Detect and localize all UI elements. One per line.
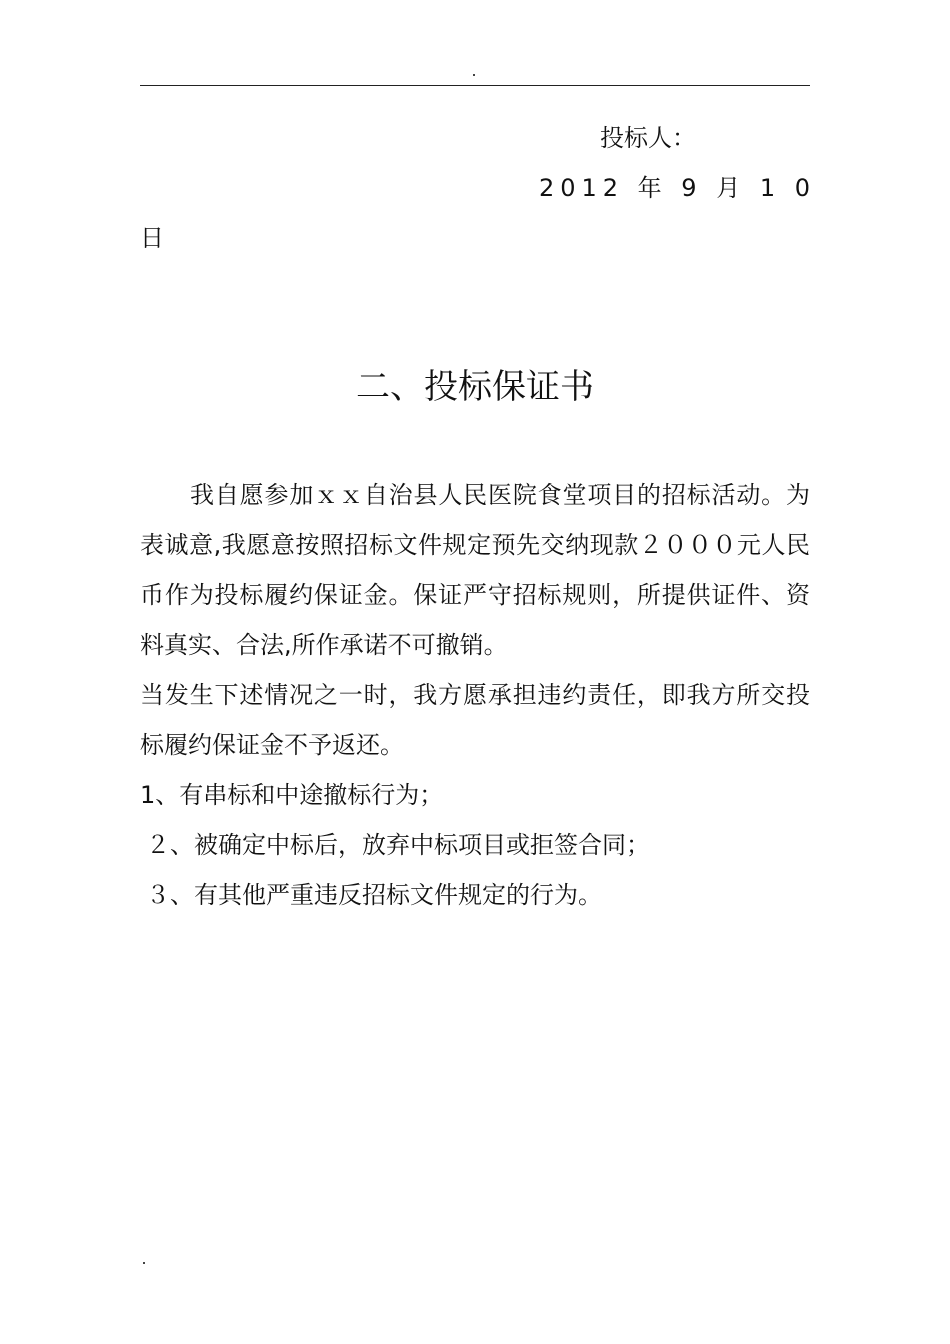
- list-item: 1、有串标和中途撤标行为；: [140, 781, 444, 809]
- bidder-label: 投标人：: [600, 124, 696, 152]
- footer-dot: [143, 1262, 145, 1264]
- guarantee-body: [140, 470, 810, 920]
- paragraph-conditions: 当发生下述情况之一时，我方愿承担违约责任，即我方所交投标履约保证金不予返还。: [140, 681, 810, 759]
- section-title: 二、投标保证书: [356, 367, 594, 407]
- list-item: ３、有其他严重违反招标文件规定的行为。: [146, 881, 602, 909]
- header-rule: [140, 85, 810, 86]
- paragraph-commitment: 我自愿参加ｘｘ自治县人民医院食堂项目的招标活动。为表诚意,我愿意按照招标文件规定预先交纳现款２０００元人民币作为投标履约保证金。保证严守招标规则，所提供证件、资料真实、合法,所作承诺不可撤销。: [140, 481, 810, 659]
- list-item: ２、被确定中标后，放弃中标项目或拒签合同；: [146, 831, 650, 859]
- header-dot: [473, 74, 475, 76]
- signature-date: 2012 年 9 月 1 0: [538, 174, 816, 202]
- signature-date-day: 日: [140, 224, 164, 252]
